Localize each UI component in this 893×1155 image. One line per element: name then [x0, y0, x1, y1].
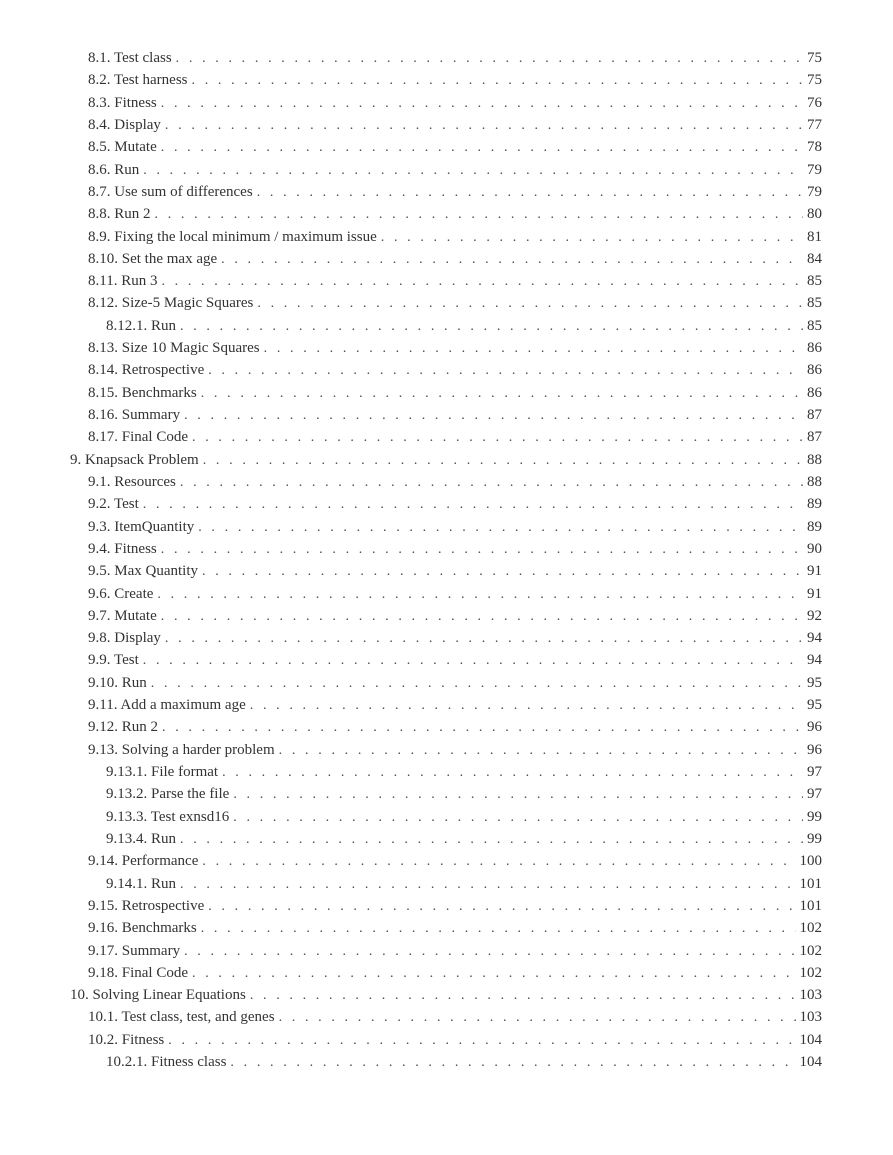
toc-entry-title: 9.1. Resources: [88, 473, 176, 490]
toc-page-number: 85: [807, 273, 822, 290]
toc-dot-leader: [201, 918, 796, 940]
toc-dot-leader: [208, 360, 803, 382]
toc-dot-leader: [184, 941, 795, 963]
toc-entry-title: 9. Knapsack Problem: [70, 451, 199, 468]
toc-dot-leader: [230, 1052, 795, 1074]
toc-entry[interactable]: [0, 873, 893, 895]
toc-page-number: 99: [807, 830, 822, 847]
toc-entry-title: 9.16. Benchmarks: [88, 920, 197, 937]
toc-entry-title: 8.10. Set the max age: [88, 250, 218, 267]
toc-dot-leader: [143, 160, 803, 182]
toc-page-number: 78: [807, 139, 822, 156]
toc-page-number: 97: [807, 786, 822, 803]
toc-page-number: 102: [799, 942, 822, 959]
toc-page-number: 102: [799, 964, 822, 981]
toc-page-number: 86: [807, 340, 822, 357]
toc-entry-title: 9.13. Solving a harder problem: [88, 741, 275, 758]
toc-page-number: 95: [807, 674, 822, 691]
toc-dot-leader: [250, 695, 803, 717]
toc-entry-title: 9.13.4. Run: [106, 830, 177, 847]
toc-page-number: 80: [807, 206, 822, 223]
toc-entry-title: 9.2. Test: [88, 496, 139, 513]
toc-entry-title: 8.16. Summary: [88, 407, 181, 423]
toc-entry[interactable]: [0, 493, 893, 515]
toc-entry[interactable]: [0, 226, 893, 248]
toc-entry[interactable]: [0, 516, 893, 538]
toc-entry[interactable]: [0, 783, 893, 805]
toc-entry[interactable]: [0, 940, 893, 962]
toc-entry[interactable]: [0, 248, 893, 270]
toc-dot-leader: [381, 227, 803, 249]
toc-entry-title: 9.7. Mutate: [88, 607, 157, 624]
toc-page-number: 87: [807, 407, 822, 423]
toc-entry[interactable]: [0, 694, 893, 716]
toc-entry[interactable]: [0, 69, 893, 91]
toc-entry[interactable]: [0, 583, 893, 605]
toc-page-number: 79: [807, 183, 822, 200]
toc-dot-leader: [208, 896, 795, 918]
toc-page-number: 89: [807, 496, 822, 513]
toc-entry-title: 8.15. Benchmarks: [88, 384, 197, 401]
toc-entry[interactable]: [0, 828, 893, 850]
toc-entry[interactable]: [0, 382, 893, 404]
toc-page-number: 84: [807, 250, 822, 267]
toc-entry-title: 8.7. Use sum of differences: [88, 183, 253, 200]
toc-dot-leader: [192, 963, 796, 985]
toc-dot-leader: [221, 249, 803, 271]
toc-entry[interactable]: [0, 181, 893, 203]
toc-page-number: 77: [807, 116, 822, 133]
toc-entry[interactable]: [0, 92, 893, 114]
toc-entry[interactable]: [0, 850, 893, 872]
toc-entry-title: 8.13. Size 10 Magic Squares: [88, 340, 260, 357]
toc-dot-leader: [233, 807, 803, 829]
toc-entry-title: 9.11. Add a maximum age: [88, 697, 246, 714]
toc-entry[interactable]: [0, 47, 893, 69]
toc-entry[interactable]: [0, 962, 893, 984]
toc-entry-title: 8.9. Fixing the local minimum / maximum issue: [88, 228, 377, 245]
toc-entry[interactable]: [0, 1006, 893, 1028]
toc-page-number: 100: [799, 853, 822, 870]
toc-dot-leader: [143, 650, 803, 672]
toc-entry[interactable]: [0, 337, 893, 359]
toc-entry-title: 8.6. Run: [88, 161, 140, 178]
toc-entry[interactable]: [0, 136, 893, 158]
toc-dot-leader: [180, 316, 803, 338]
toc-entry-title: 9.10. Run: [88, 674, 147, 691]
toc-dot-leader: [161, 539, 803, 561]
toc-page-number: 96: [807, 741, 822, 758]
toc-entry-title: 9.15. Retrospective: [88, 897, 205, 914]
toc-entry[interactable]: [0, 806, 893, 828]
toc-entry-title: 8.14. Retrospective: [88, 362, 205, 379]
toc-entry-title: 9.3. ItemQuantity: [88, 518, 195, 535]
toc-entry-title: 8.5. Mutate: [88, 139, 157, 156]
toc-dot-leader: [192, 70, 804, 92]
toc-page-number: 94: [807, 630, 822, 647]
toc-dot-leader: [180, 829, 803, 851]
toc-entry[interactable]: [0, 716, 893, 738]
toc-entry-title: 9.8. Display: [88, 630, 161, 647]
toc-entry[interactable]: [0, 672, 893, 694]
toc-page-number: 104: [799, 1031, 822, 1048]
toc-dot-leader: [168, 1030, 795, 1052]
toc-dot-leader: [201, 383, 803, 405]
toc-entry[interactable]: [0, 449, 893, 471]
toc-entry[interactable]: [0, 359, 893, 381]
toc-entry[interactable]: [0, 761, 893, 783]
toc-page-number: 88: [807, 451, 822, 468]
toc-entry-title: 8.3. Fitness: [88, 94, 157, 111]
toc-entry-title: 10.1. Test class, test, and genes: [88, 1009, 275, 1026]
toc-dot-leader: [176, 48, 803, 70]
toc-dot-leader: [192, 427, 803, 449]
toc-dot-leader: [202, 561, 803, 583]
toc-entry[interactable]: [0, 895, 893, 917]
toc-dot-leader: [257, 182, 803, 204]
toc-page-number: 86: [807, 362, 822, 379]
toc-entry-title: 9.17. Summary: [88, 942, 181, 959]
toc-entry-title: 8.12. Size-5 Magic Squares: [88, 295, 254, 312]
toc-dot-leader: [257, 293, 803, 315]
toc-entry-title: 8.2. Test harness: [88, 72, 188, 89]
toc-entry-title: 9.14.1. Run: [106, 875, 177, 892]
toc-entry[interactable]: [0, 649, 893, 671]
toc-entry-title: 9.4. Fitness: [88, 540, 157, 557]
toc-entry[interactable]: [0, 203, 893, 225]
toc-entry-title: 9.5. Max Quantity: [88, 563, 198, 580]
toc-dot-leader: [155, 204, 803, 226]
toc-dot-leader: [162, 717, 803, 739]
toc-page-number: 75: [807, 72, 822, 89]
toc-entry-title: 9.13.2. Parse the file: [106, 786, 230, 803]
toc-entry[interactable]: [0, 114, 893, 136]
toc-entry-title: 8.4. Display: [88, 116, 161, 133]
toc-page-number: 104: [799, 1054, 822, 1071]
toc-page-number: 102: [799, 920, 822, 937]
toc-dot-leader: [184, 405, 803, 427]
toc-entry[interactable]: [0, 270, 893, 292]
toc-page-number: 99: [807, 808, 822, 825]
toc-dot-leader: [161, 606, 803, 628]
toc-entry[interactable]: [0, 292, 893, 314]
toc-dot-leader: [161, 271, 803, 293]
toc-entry-title: 9.18. Final Code: [88, 964, 188, 981]
toc-dot-leader: [222, 762, 803, 784]
toc-page-number: 89: [807, 518, 822, 535]
toc-dot-leader: [165, 115, 803, 137]
toc-dot-leader: [180, 874, 795, 896]
toc-entry[interactable]: [0, 315, 893, 337]
toc-page-number: 90: [807, 540, 822, 557]
toc-dot-leader: [161, 137, 803, 159]
toc-entry-title: 10.2. Fitness: [88, 1031, 165, 1048]
toc-entry[interactable]: [0, 605, 893, 627]
toc-entry[interactable]: [0, 917, 893, 939]
toc-entry[interactable]: [0, 984, 893, 1006]
table-of-contents: [0, 47, 893, 1073]
toc-dot-leader: [279, 1007, 796, 1029]
toc-dot-leader: [161, 93, 803, 115]
toc-entry-title: 9.13.1. File format: [106, 764, 219, 780]
toc-dot-leader: [151, 673, 803, 695]
toc-page-number: 97: [807, 764, 822, 780]
toc-dot-leader: [180, 472, 803, 494]
toc-dot-leader: [198, 517, 803, 539]
toc-entry-title: 10. Solving Linear Equations: [70, 987, 246, 1004]
toc-entry[interactable]: [0, 404, 893, 426]
toc-entry-title: 8.12.1. Run: [106, 317, 177, 334]
toc-entry-title: 10.2.1. Fitness class: [106, 1054, 227, 1071]
toc-entry-title: 9.9. Test: [88, 652, 139, 669]
toc-page-number: 86: [807, 384, 822, 401]
toc-dot-leader: [233, 784, 803, 806]
toc-page-number: 75: [807, 50, 822, 66]
toc-page-number: 103: [799, 987, 822, 1004]
toc-entry-title: 8.8. Run 2: [88, 206, 151, 223]
toc-entry-title: 8.17. Final Code: [88, 429, 188, 446]
toc-page-number: 91: [807, 585, 822, 602]
toc-entry-title: 9.6. Create: [88, 585, 154, 602]
toc-dot-leader: [202, 851, 795, 873]
toc-entry-title: 9.12. Run 2: [88, 719, 159, 736]
toc-page-number: 87: [807, 429, 822, 446]
toc-page-number: 94: [807, 652, 822, 669]
toc-entry[interactable]: [0, 1051, 893, 1073]
toc-dot-leader: [203, 450, 803, 472]
toc-dot-leader: [279, 740, 803, 762]
toc-entry[interactable]: [0, 159, 893, 181]
toc-dot-leader: [250, 985, 796, 1007]
toc-page-number: 79: [807, 161, 822, 178]
toc-page-number: 95: [807, 697, 822, 714]
toc-dot-leader: [264, 338, 803, 360]
toc-entry-title: 8.1. Test class: [88, 50, 172, 66]
toc-dot-leader: [143, 494, 803, 516]
toc-page-number: 92: [807, 607, 822, 624]
toc-entry[interactable]: [0, 1029, 893, 1051]
toc-page-number: 101: [799, 897, 822, 914]
toc-page-number: 96: [807, 719, 822, 736]
toc-page-number: 85: [807, 317, 822, 334]
toc-page-number: 76: [807, 94, 822, 111]
toc-entry-title: 8.11. Run 3: [88, 273, 158, 290]
toc-entry-title: 9.14. Performance: [88, 853, 199, 870]
toc-page-number: 91: [807, 563, 822, 580]
toc-page-number: 101: [799, 875, 822, 892]
toc-entry[interactable]: [0, 471, 893, 493]
toc-entry[interactable]: [0, 426, 893, 448]
toc-page-number: 81: [807, 228, 822, 245]
toc-entry[interactable]: [0, 538, 893, 560]
toc-entry[interactable]: [0, 739, 893, 761]
toc-dot-leader: [157, 584, 803, 606]
toc-page-number: 88: [807, 473, 822, 490]
toc-page-number: 103: [799, 1009, 822, 1026]
toc-entry[interactable]: [0, 627, 893, 649]
toc-page-number: 85: [807, 295, 822, 312]
toc-entry[interactable]: [0, 560, 893, 582]
toc-entry-title: 9.13.3. Test exnsd16: [106, 808, 230, 825]
toc-dot-leader: [165, 628, 803, 650]
